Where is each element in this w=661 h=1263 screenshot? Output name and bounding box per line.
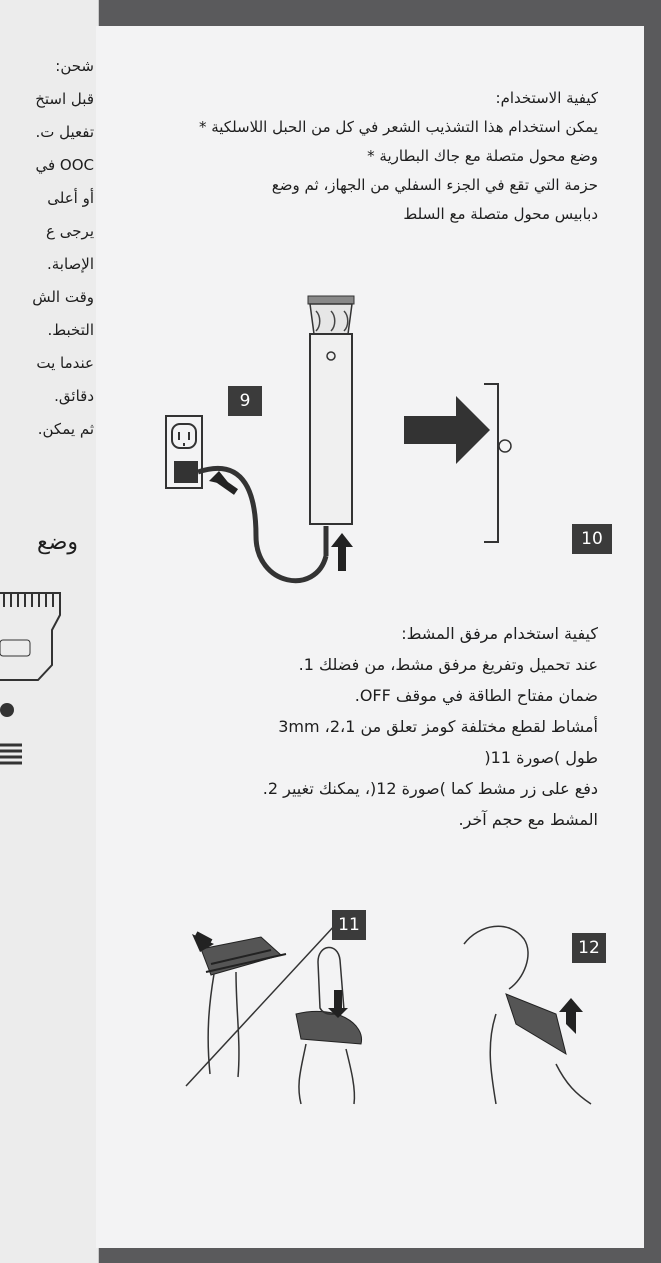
usage-line: يمكن استخدام هذا التشذيب الشعر في كل من الحبل اللاسلكية * xyxy=(198,118,598,136)
usage-line: وضع محول متصلة مع جاك البطارية * xyxy=(367,147,598,165)
left-line: دقائق. xyxy=(54,387,94,405)
left-page-text xyxy=(0,50,94,446)
left-line: التخبط. xyxy=(47,321,94,339)
left-line: شحن: xyxy=(55,57,94,75)
comb-attachment-instructions xyxy=(168,618,598,835)
left-line: وقت الش xyxy=(32,288,94,306)
left-line: OOC في xyxy=(35,156,94,174)
comb-line: عند تحميل وتفريغ مرفق مشط، من فضلك 1. xyxy=(298,655,598,674)
usage-line: دبابيس محول متصلة مع السلط xyxy=(403,205,598,223)
left-line: الإصابة. xyxy=(46,255,94,273)
left-line: ثم يمكن. xyxy=(37,420,94,438)
usage-heading: كيفية الاستخدام: xyxy=(495,89,598,107)
comb-line: دفع على زر مشط كما )صورة 12(، يمكنك تغيير 2. xyxy=(262,779,598,798)
manual-page xyxy=(96,26,644,1248)
comb-attachment-sketch xyxy=(0,585,98,785)
usage-line: حزمة التي تقع في الجزء السفلي من الجهاز، ثم وضع xyxy=(271,176,598,194)
usage-instructions xyxy=(128,84,598,229)
comb-line: ضمان مفتاح الطاقة في موقف OFF. xyxy=(354,686,598,705)
left-page-heading: وضع xyxy=(36,530,78,555)
figure-10-label: 10 xyxy=(572,524,612,554)
comb-line: طول )صورة 11( xyxy=(484,748,598,767)
left-line: قبل استخ xyxy=(35,90,94,108)
figure-9-charging-illustration xyxy=(96,256,644,586)
comb-heading: كيفية استخدام مرفق المشط: xyxy=(401,624,598,643)
comb-line: أمشاط لقطع مختلفة كومز تعلق من 2،1، 3mm xyxy=(278,717,598,736)
figure-11-label: 11 xyxy=(332,910,366,940)
left-line: أو أعلى xyxy=(47,189,94,207)
figure-9-label: 9 xyxy=(228,386,262,416)
figure-11-12-comb-illustration xyxy=(96,904,644,1134)
left-line: يرجى ع xyxy=(46,222,94,240)
left-line: عندما يت xyxy=(36,354,94,372)
left-page xyxy=(0,0,99,1263)
figure-12-label: 12 xyxy=(572,933,606,963)
left-line: تفعيل ت. xyxy=(35,123,94,141)
comb-line: المشط مع حجم آخر. xyxy=(458,810,598,829)
